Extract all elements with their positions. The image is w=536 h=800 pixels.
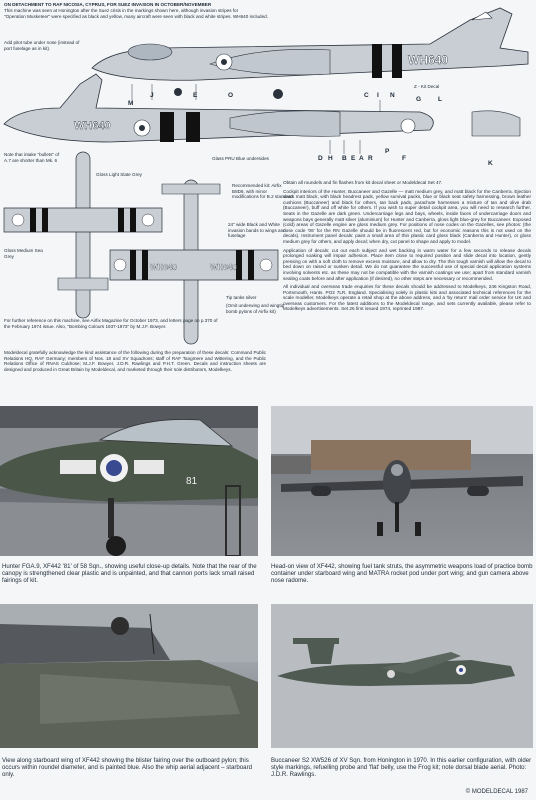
callout-i: I bbox=[377, 92, 379, 99]
light-slate-note: Gloss Light Slate Grey bbox=[96, 172, 142, 177]
header-line-3: "Operation Musketeer" were specified as black and yellow, many aircraft were seen with black and white stripes. WH640 included. bbox=[4, 14, 268, 19]
recommended-kit-note: Recommended kit: Airfix B8D8, with minor modifications for B.2 standard bbox=[232, 183, 293, 199]
omit-pylons-note: (Omit underwing and wingtip bomb pylons of Airfix kit) bbox=[226, 303, 285, 314]
callout-m: M bbox=[128, 100, 134, 107]
callout-a: A bbox=[359, 155, 364, 162]
kit-decal-note: Z - Kit Decal bbox=[414, 84, 440, 89]
enquiries-paragraph: All individual and overseas trade enquiries for these decals should be addressed to Modelkeys, 246 Kingston Road, Portsmouth, Hants. PO2 7LR, England. Specialising solely in plastic kits and associated technical references for the scale modeller, Modelkeys operate a retail shop at the above address, and a 'by return' mail order service for UK and overseas customers. For the latest additions to the Modeldecal range, and sets currently available, please refer to Modelkeys advertisements. Set 26 first issued 1974, reprinted 1987. bbox=[283, 284, 531, 312]
head-on-photo bbox=[271, 406, 533, 556]
hunter-caption: Hunter FGA.9, XF442 '81' of 58 Sqn., showing useful close-up details. Note that the rear of the canopy is strengthened clear plastic and is unpainted, and that cannon ports lack small raised fairings of kit. bbox=[2, 563, 257, 585]
buccaneer-photo bbox=[271, 604, 533, 748]
plan-serial-b: WH640 bbox=[210, 263, 237, 272]
callout-k: K bbox=[488, 160, 493, 167]
callout-j: J bbox=[150, 92, 154, 99]
acknowledgement-text: Modeldecal gratefully acknowledge the kind assistance of the following during the preparation of these decals: Command Public Relations HQ, RAF Germany; members of Nos. 18 and XV Squadrons; staff of RAF Tangmere and Wittering, and the Public Relations Office of RNAS Culdrose; M.J.F. Bowyer, J.D.R. Rawlings and P.H.T. Green. Decals and instruction sheets are designed and produced in Great Britain by Modeldecal, and marketed through their sole distributors, Modelkeys. bbox=[4, 350, 266, 372]
starboard-wing-caption: View along starboard wing of XF442 showing the blister fairing over the outboard pylon; this occurs within roundel diameter, and is painted blue. Also the whip aerial adjacent – starboard only. bbox=[2, 757, 252, 779]
instructions-column bbox=[283, 180, 531, 315]
hunter-code: 81 bbox=[186, 476, 198, 487]
copyright-icon: © bbox=[465, 789, 471, 795]
cockpit-paragraph: Cockpit interiors of the Hunter, Buccaneer and Gazelle — matt medium grey, and matt black for the Canberra. Ejection seats matt black, with black headrest pads, yellow survival packs, blue or black seat safety harnessing, brown leather cushions (Buccaneer) and black for others, tan back pads, parachute harnesses a mixture of tan and olive drab (Buccaneer), buff and off white for others. If you wish to super detail cockpit area, you will need to research further. Seats in the Gazelle are dark green. Undercarriage legs and bays, wheels, inside faces of undercarriage doors and weapons bays generally matt silver (aluminium) for Hunter and Canberra, gloss light blue-grey for Buccaneer. Exposed (cold) areas of Gazelle engine are gloss medium grey. For positions of nose codes on the Gazelles, see photos: (the nose code '06' for the RN Gazelle should be in fluorescent red, but for economic reasons this is not used on the decals). Instrument panel decals: paint a small area of thin plastic card gloss black (Canberra and Hunter), or gloss medium grey for others, and apply decal; when dry, cut panel to shape and apply to model. bbox=[283, 188, 531, 244]
buccaneer-caption: Buccaneer S2 XW526 of XV Sqn. from Honington in 1970. In this earlier configuration, with older style markings, refuelling probe and 'flat' belly, use the Frog kit; note dorsal blade aerial. Photo: J.D.R. Rawlings. bbox=[271, 757, 532, 779]
callout-h: H bbox=[328, 155, 333, 162]
callout-d: D bbox=[318, 155, 323, 162]
callout-o: O bbox=[228, 92, 234, 99]
roundel-source-note: Obtain all roundels and fin flashes from kit decal sheet or Modeldecal Set 47. bbox=[283, 180, 443, 185]
application-paragraph: Application of decals: cut out each subject and wet backing in warm water for a few seconds to release decals prolonged soaking will impair adhesion. Place item close to required position and slide decal into location, gently pressing on with a soft cloth to remove excess moisture, and allow to dry. The thin tough varnish will allow the decal to bed down on raised or sunken detail. We do not guarantee the successful use of special decal application systems involving solvents etc. as these may not be compatible with the varnish coatings we use; apart from standard varnish sealing coats before and after application (if desired), no other steps are necessary or recommended. bbox=[283, 247, 531, 281]
footer-label: MODELDECAL 1987 bbox=[471, 789, 528, 795]
pitot-note: Add pitot tube under nose (instead of port fuselage as in kit). bbox=[4, 40, 80, 51]
serial-lower: WH640 bbox=[74, 120, 111, 132]
plan-serial-a: WH640 bbox=[150, 263, 177, 272]
starboard-wing-photo bbox=[0, 604, 258, 748]
sea-grey-note: Gloss Medium Sea Grey bbox=[4, 248, 43, 259]
invasion-stripes-note: 24" wide Black and White invasion bands to wings and fuselage bbox=[228, 222, 286, 238]
footer-logo bbox=[466, 789, 528, 795]
head-on-caption: Head-on view of XF442, showing fuel tank struts, the asymmetric weapons load of practice bomb container under starboard wing and MATRA rocket pod under port wing; and gun camera above nose radome. bbox=[271, 563, 533, 585]
hunter-photo bbox=[0, 406, 258, 556]
callout-g: G bbox=[416, 96, 422, 103]
callout-f: F bbox=[402, 155, 406, 162]
callout-r: R bbox=[368, 155, 373, 162]
tip-tanks-note: Tip tanks silver bbox=[226, 295, 257, 300]
canberra-side-view-drawing bbox=[0, 0, 536, 167]
callout-e: E bbox=[193, 92, 198, 99]
intake-note: Note that intake "bullets" of A.7 are shorter than Mk. 6 bbox=[4, 152, 60, 163]
callout-n: N bbox=[390, 92, 395, 99]
callout-b: B bbox=[342, 155, 347, 162]
pru-blue-note: Glass PRU Blue undersides bbox=[212, 156, 269, 161]
header-line-1: ON DETACHMENT TO RAF NICOSIA, CYPRUS, FOR SUEZ INVASION IN OCTOBER/NOVEMBER bbox=[4, 2, 212, 7]
callout-l: L bbox=[438, 96, 442, 103]
callout-e2: E bbox=[351, 155, 356, 162]
callout-p: P bbox=[385, 148, 390, 155]
history-note: For further reference on this machine, see Airfix Magazine for October 1973, and letters page on p.370 of the February 1974 issue. Also, "Bombing Colours 1937-1973" by M.J.F. Bowyer. bbox=[4, 318, 218, 329]
callout-c: C bbox=[364, 92, 369, 99]
header-line-2: This machine was seen at Honington after the Suez crisis in the markings shown here, although invasion stripes for bbox=[4, 8, 239, 13]
serial-upper: WH640 bbox=[408, 53, 449, 67]
